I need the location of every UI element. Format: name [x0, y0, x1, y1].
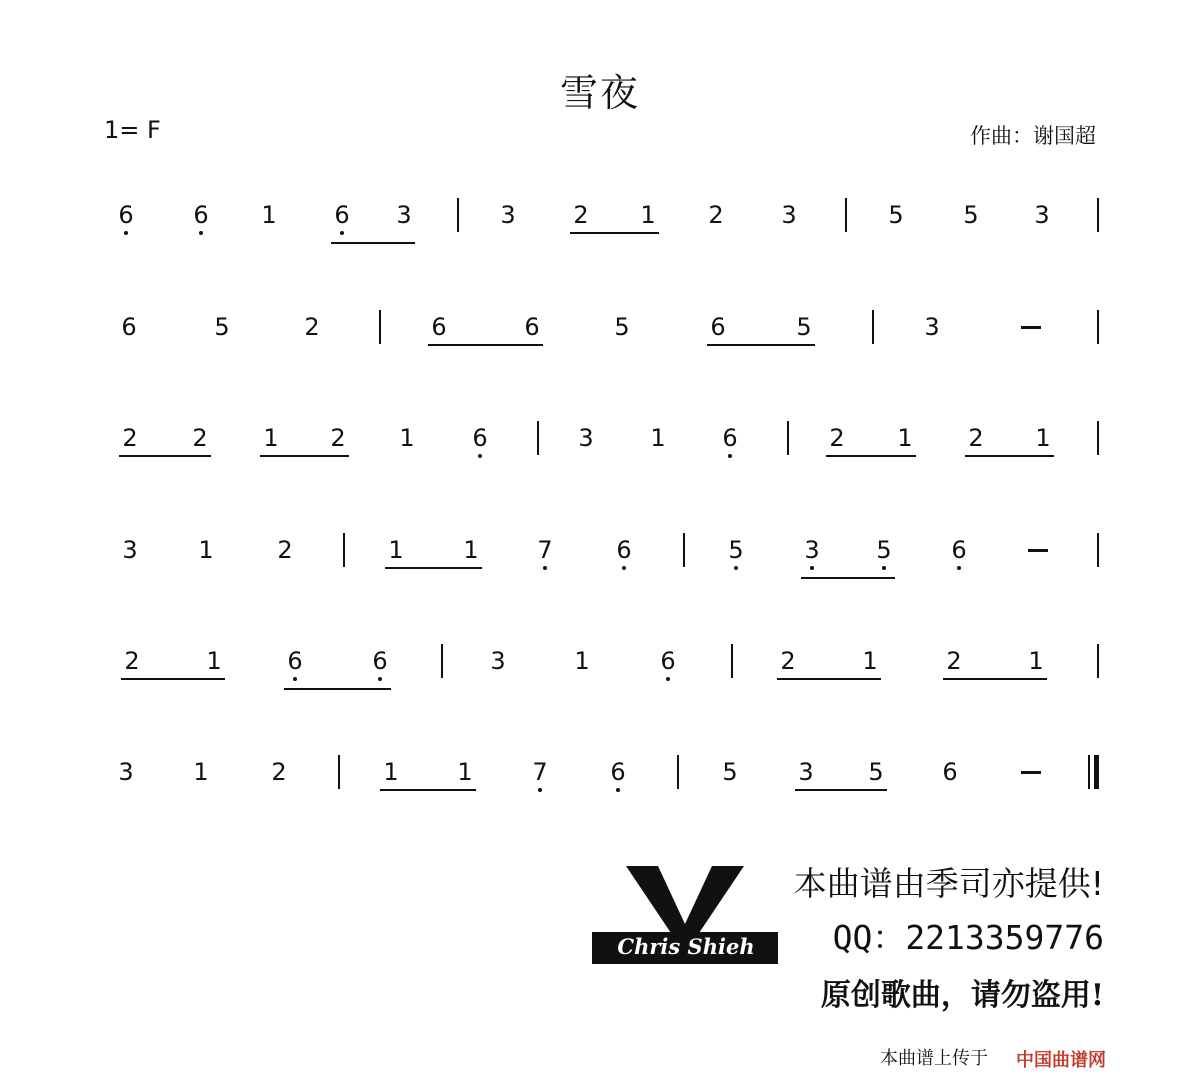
beam-underline: [284, 688, 391, 690]
composer-credit: 作曲：谢国超: [970, 124, 1096, 148]
note: 1: [388, 536, 404, 564]
barline: [1097, 644, 1099, 678]
qq-contact: QQ：2213359776: [832, 918, 1104, 957]
note: 2: [780, 647, 796, 675]
note: 2: [271, 758, 287, 786]
score-line: [0, 312, 1200, 372]
sustain-dash: [1021, 771, 1041, 774]
note: 3: [798, 758, 814, 786]
beam-underline: [385, 567, 482, 569]
note: 3: [396, 201, 412, 229]
low-octave-dot: [882, 566, 886, 570]
note: 6: [365, 646, 395, 676]
beam-underline: [826, 455, 916, 457]
low-octave-dot: [199, 231, 203, 235]
barline: [343, 533, 345, 567]
note: 6: [715, 423, 745, 453]
score-line: [0, 646, 1200, 706]
note: 1: [862, 647, 878, 675]
beam-underline: [795, 789, 887, 791]
note: 1: [463, 536, 479, 564]
beam-underline: [707, 344, 815, 346]
barline: [1088, 755, 1090, 789]
note: 3: [500, 201, 516, 229]
note: 1: [399, 424, 415, 452]
copyright-notice: 原创歌曲，请勿盗用!: [820, 978, 1104, 1013]
upload-notice: 本曲谱上传于: [880, 1048, 988, 1069]
score-line: [0, 757, 1200, 817]
barline: [787, 421, 789, 455]
note: 5: [869, 535, 899, 565]
barline: [677, 755, 679, 789]
note: 5: [888, 201, 904, 229]
low-octave-dot: [622, 566, 626, 570]
note: 3: [781, 201, 797, 229]
note: 6: [327, 200, 357, 230]
note: 5: [721, 535, 751, 565]
note: 5: [614, 313, 630, 341]
low-octave-dot: [293, 677, 297, 681]
low-octave-dot: [124, 231, 128, 235]
low-octave-dot: [734, 566, 738, 570]
note: 2: [829, 424, 845, 452]
note: 5: [868, 758, 884, 786]
low-octave-dot: [538, 788, 542, 792]
provider-credit: 本曲谱由季司亦提供!: [793, 864, 1104, 903]
low-octave-dot: [616, 788, 620, 792]
note: 6: [609, 535, 639, 565]
low-octave-dot: [543, 566, 547, 570]
note: 2: [277, 536, 293, 564]
barline: [731, 644, 733, 678]
barline: [1097, 533, 1099, 567]
beam-underline: [777, 678, 881, 680]
low-octave-dot: [478, 454, 482, 458]
logo-text: Chris Shieh: [617, 934, 755, 959]
note: 3: [578, 424, 594, 452]
note: 6: [280, 646, 310, 676]
note: 1: [206, 647, 222, 675]
note: 2: [124, 647, 140, 675]
note: 6: [431, 313, 447, 341]
barline: [1097, 310, 1099, 344]
score-title: 雪夜: [559, 71, 640, 115]
note: 1: [457, 758, 473, 786]
note: 6: [944, 535, 974, 565]
barline: [441, 644, 443, 678]
barline: [537, 421, 539, 455]
final-barline: [1094, 755, 1099, 789]
low-octave-dot: [728, 454, 732, 458]
note: 3: [1034, 201, 1050, 229]
beam-underline: [331, 242, 415, 244]
beam-underline: [570, 232, 659, 234]
note: 5: [796, 313, 812, 341]
site-watermark: 中国曲谱网: [1016, 1050, 1106, 1071]
beam-underline: [380, 789, 476, 791]
note: 2: [192, 424, 208, 452]
note: 1: [198, 536, 214, 564]
sustain-dash: [1028, 549, 1048, 552]
note: 6: [524, 313, 540, 341]
note: 6: [121, 313, 137, 341]
note: 6: [603, 757, 633, 787]
note: 1: [574, 647, 590, 675]
note: 1: [650, 424, 666, 452]
note: 1: [640, 201, 656, 229]
note: 5: [963, 201, 979, 229]
note: 6: [942, 758, 958, 786]
barline: [845, 198, 847, 232]
note: 2: [573, 201, 589, 229]
note: 3: [122, 536, 138, 564]
beam-underline: [801, 577, 895, 579]
note: 3: [118, 758, 134, 786]
note: 6: [186, 200, 216, 230]
low-octave-dot: [666, 677, 670, 681]
note: 2: [304, 313, 320, 341]
note: 1: [193, 758, 209, 786]
note: 2: [122, 424, 138, 452]
score-line: [0, 200, 1200, 260]
note: 1: [263, 424, 279, 452]
barline: [338, 755, 340, 789]
note: 6: [111, 200, 141, 230]
barline: [379, 310, 381, 344]
beam-underline: [260, 455, 349, 457]
barline: [872, 310, 874, 344]
note: 1: [1035, 424, 1051, 452]
low-octave-dot: [340, 231, 344, 235]
note: 6: [465, 423, 495, 453]
barline: [457, 198, 459, 232]
note: 2: [708, 201, 724, 229]
note: 1: [897, 424, 913, 452]
low-octave-dot: [957, 566, 961, 570]
note: 3: [490, 647, 506, 675]
note: 1: [261, 201, 277, 229]
beam-underline: [428, 344, 543, 346]
beam-underline: [943, 678, 1047, 680]
barline: [1097, 198, 1099, 232]
low-octave-dot: [810, 566, 814, 570]
beam-underline: [121, 678, 225, 680]
note: 1: [383, 758, 399, 786]
low-octave-dot: [378, 677, 382, 681]
beam-underline: [119, 455, 211, 457]
note: 2: [330, 424, 346, 452]
note: 1: [1028, 647, 1044, 675]
score-line: [0, 423, 1200, 483]
note: 5: [214, 313, 230, 341]
note: 2: [968, 424, 984, 452]
sustain-dash: [1021, 326, 1041, 329]
key-signature: 1= F: [104, 116, 161, 144]
beam-underline: [965, 455, 1054, 457]
note: 5: [722, 758, 738, 786]
note: 6: [710, 313, 726, 341]
note: 6: [653, 646, 683, 676]
note: 7: [525, 757, 555, 787]
barline: [683, 533, 685, 567]
note: 7: [530, 535, 560, 565]
note: 3: [797, 535, 827, 565]
note: 3: [924, 313, 940, 341]
barline: [1097, 421, 1099, 455]
score-line: [0, 535, 1200, 595]
note: 2: [946, 647, 962, 675]
